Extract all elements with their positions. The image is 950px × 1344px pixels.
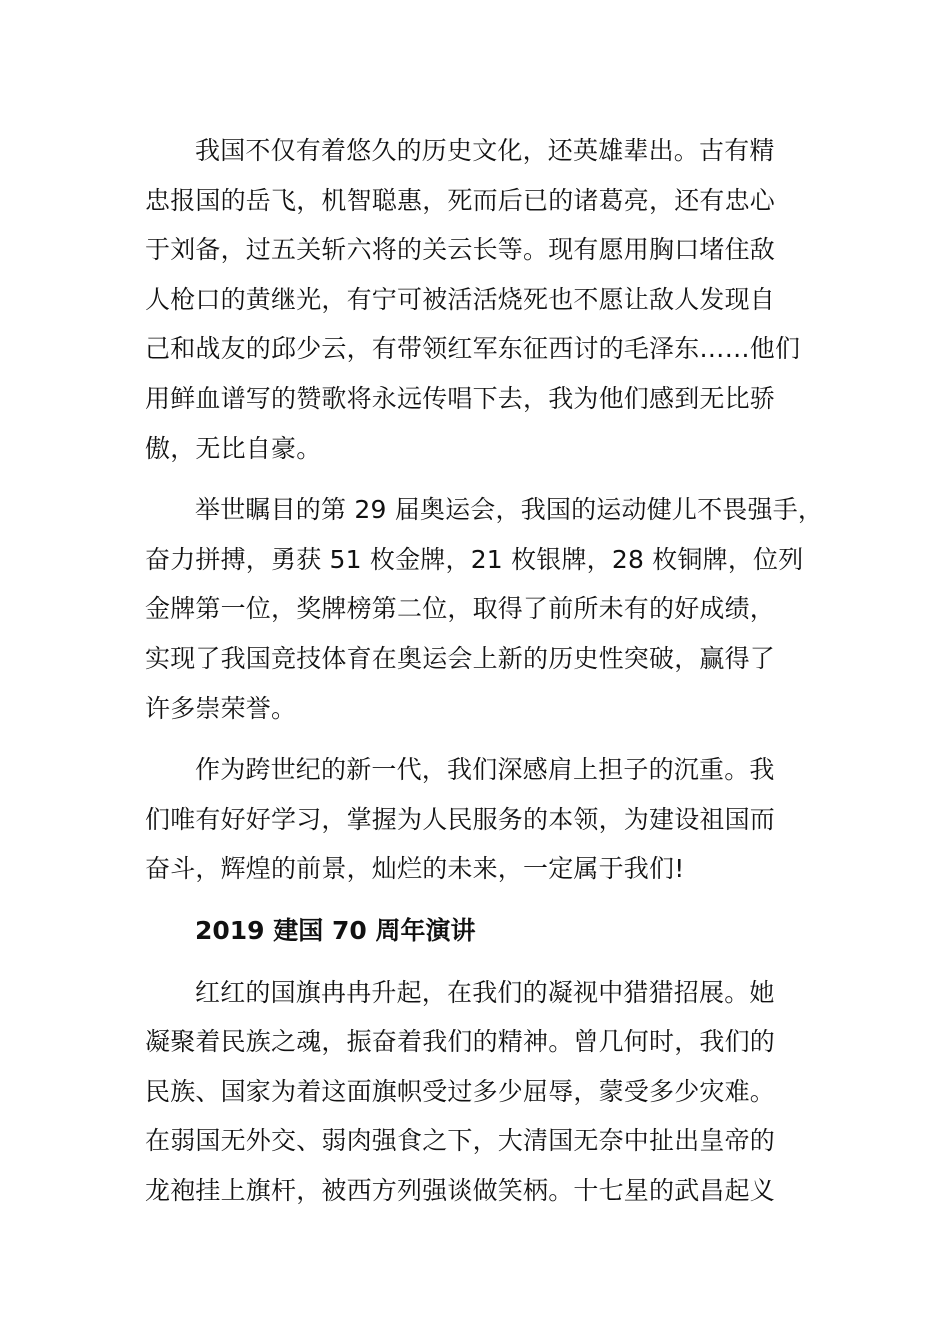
paragraph-line: 奋力拼搏，勇获 51 枚金牌，21 枚银牌，28 枚铜牌，位列	[145, 544, 804, 574]
paragraph-line: 于刘备，过五关斩六将的关云长等。现有愿用胸口堵住敌	[145, 235, 776, 265]
paragraph-line: 忠报国的岳飞，机智聪惠，死而后已的诸葛亮，还有忠心	[145, 185, 776, 215]
paragraph-line: 用鲜血谱写的赞歌将永远传唱下去，我为他们感到无比骄	[145, 383, 776, 413]
paragraph-line: 实现了我国竞技体育在奥运会上新的历史性突破，赢得了	[145, 643, 776, 673]
paragraph-line: 作为跨世纪的新一代，我们深感肩上担子的沉重。我	[195, 755, 775, 785]
paragraph-line: 我国不仅有着悠久的历史文化，还英雄辈出。古有精	[195, 136, 775, 165]
paragraph-line: 红红的国旗冉冉升起，在我们的凝视中猎猎招展。她	[195, 977, 775, 1007]
paragraph-line: 龙袍挂上旗杆，被西方列强谈做笑柄。十七星的武昌起义	[145, 1175, 776, 1205]
paragraph-line: 许多崇荣誉。	[145, 693, 297, 723]
paragraph-line: 傲，无比自豪。	[145, 433, 322, 463]
paragraph-line: 们唯有好好学习，掌握为人民服务的本领，为建设祖国而	[145, 804, 776, 834]
paragraph-national-flag	[145, 968, 815, 1216]
paragraph-heroes	[145, 126, 815, 473]
document-body	[145, 126, 824, 1227]
paragraph-line: 金牌第一位，奖牌榜第二位，取得了前所未有的好成绩，	[145, 594, 776, 624]
paragraph-line: 己和战友的邱少云，有带领红军东征西讨的毛泽东……他们	[145, 334, 801, 364]
paragraph-line: 民族、国家为着这面旗帜受过多少屈辱，蒙受多少灾难。	[145, 1076, 776, 1106]
paragraph-line: 人枪口的黄继光，有宁可被活活烧死也不愿让敌人发现自	[145, 284, 776, 314]
paragraph-line: 奋斗，辉煌的前景，灿烂的未来，一定属于我们!	[145, 854, 685, 884]
paragraph-line: 举世瞩目的第 29 届奥运会，我国的运动健儿不畏强手，	[195, 495, 824, 525]
paragraph-olympics	[145, 485, 824, 733]
paragraph-line: 凝聚着民族之魂，振奋着我们的精神。曾几何时，我们的	[145, 1027, 776, 1057]
paragraph-line: 在弱国无外交、弱肉强食之下，大清国无奈中扯出皇帝的	[145, 1126, 776, 1156]
paragraph-new-generation	[145, 745, 815, 894]
section-heading: 2019 建国 70 周年演讲	[195, 915, 476, 945]
